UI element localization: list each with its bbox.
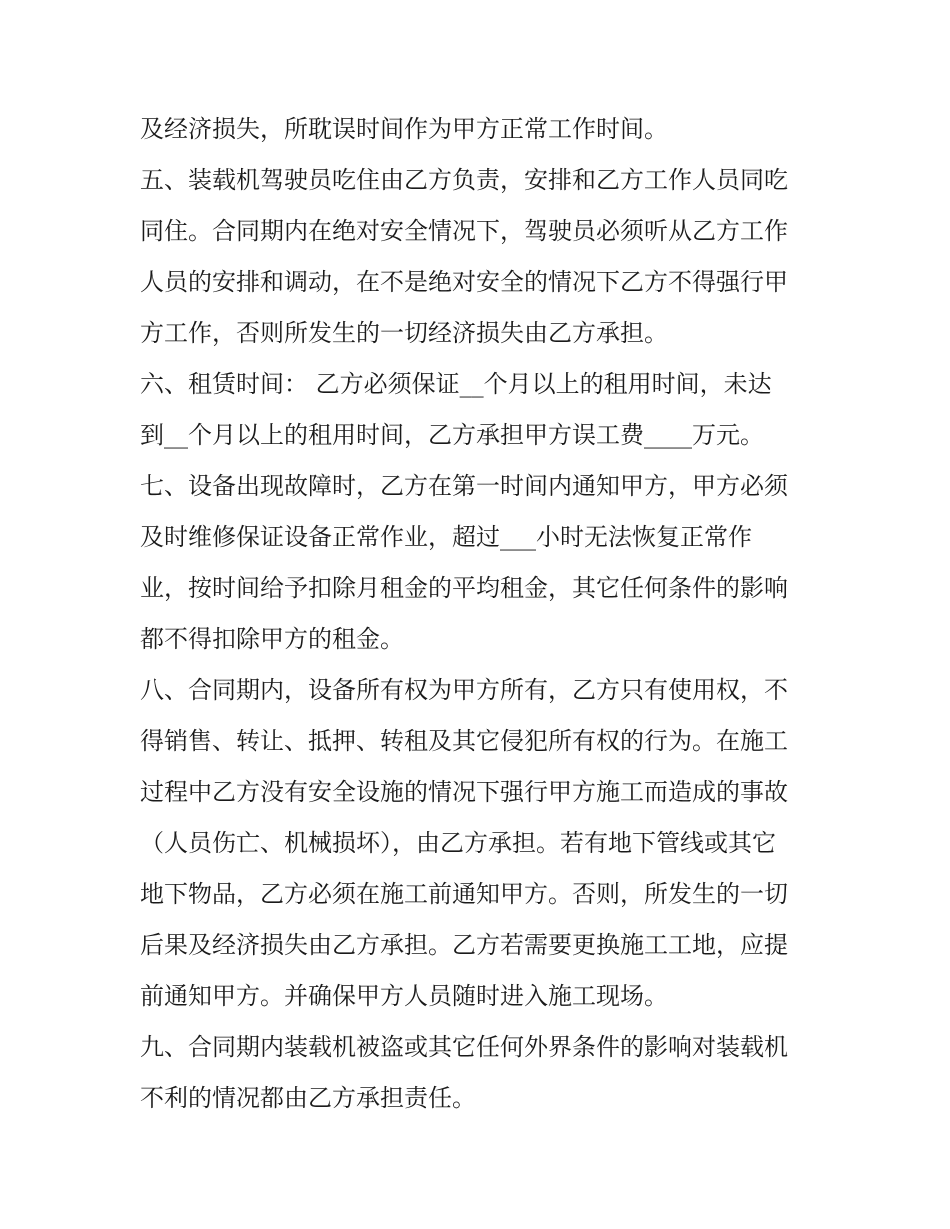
text-line: 人员的安排和调动，在不是绝对安全的情况下乙方不得强行甲 — [140, 268, 788, 296]
text-line: 业，按时间给予扣除月租金的平均租金，其它任何条件的影响 — [140, 574, 788, 602]
text-line: 方工作，否则所发生的一切经济损失由乙方承担。 — [140, 319, 668, 347]
text-line: 九、合同期内装载机被盗或其它任何外界条件的影响对装载机 — [140, 1033, 788, 1061]
text-line: 六、租赁时间： 乙方必须保证__个月以上的租用时间，未达 — [140, 370, 772, 398]
text-line: 到__个月以上的租用时间，乙方承担甲方误工费____万元。 — [140, 421, 764, 449]
text-line: 七、设备出现故障时，乙方在第一时间内通知甲方，甲方必须 — [140, 472, 788, 500]
text-line: 都不得扣除甲方的租金。 — [140, 625, 404, 653]
text-line: 及经济损失，所耽误时间作为甲方正常工作时间。 — [140, 115, 668, 143]
text-line: 八、合同期内，设备所有权为甲方所有，乙方只有使用权，不 — [140, 676, 788, 704]
text-line: 前通知甲方。并确保甲方人员随时进入施工现场。 — [140, 982, 668, 1010]
text-line: 及时维修保证设备正常作业，超过___小时无法恢复正常作 — [140, 523, 752, 551]
text-line: 后果及经济损失由乙方承担。乙方若需要更换施工工地，应提 — [140, 931, 788, 959]
text-line: 同住。合同期内在绝对安全情况下，驾驶员必须听从乙方工作 — [140, 217, 788, 245]
text-line: 不利的情况都由乙方承担责任。 — [140, 1084, 476, 1112]
text-line: 地下物品，乙方必须在施工前通知甲方。否则，所发生的一切 — [140, 880, 788, 908]
text-line: 五、装载机驾驶员吃住由乙方负责，安排和乙方工作人员同吃 — [140, 166, 788, 194]
text-line: 过程中乙方没有安全设施的情况下强行甲方施工而造成的事故 — [140, 778, 788, 806]
text-line: 得销售、转让、抵押、转租及其它侵犯所有权的行为。在施工 — [140, 727, 788, 755]
text-line: （人员伤亡、机械损坏），由乙方承担。若有地下管线或其它 — [140, 829, 776, 857]
contract-body-text — [140, 104, 820, 1124]
